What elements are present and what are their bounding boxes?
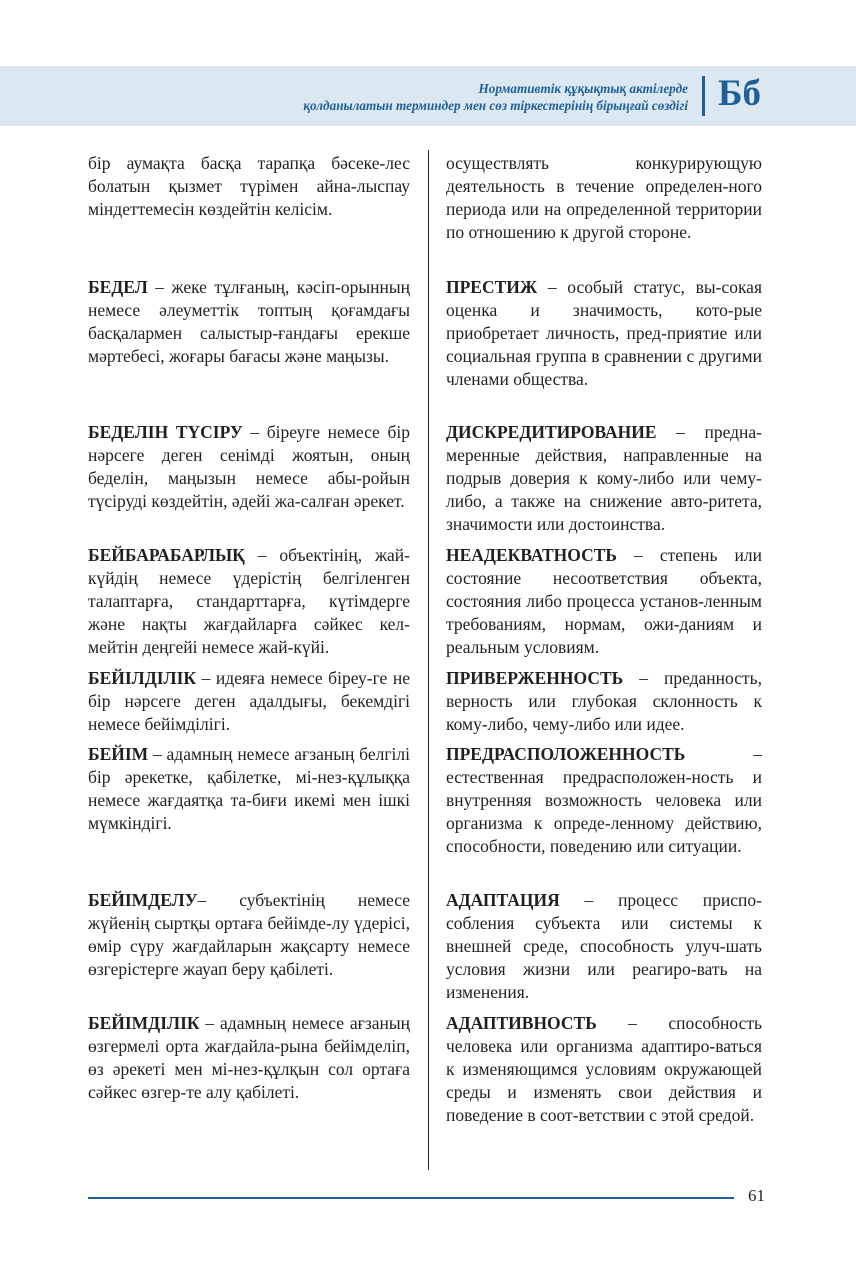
header-divider-bar	[702, 76, 705, 116]
entry-term: БЕЙІМ	[88, 744, 149, 764]
entry-term: БЕДЕЛІН ТҮСІРУ	[88, 422, 243, 442]
entry-definition: – процесс приспо-собления субъекта или системы к внешней среде, способность улуч-шать условия жизни или реагиро-вать на изменения.	[446, 890, 762, 1002]
dictionary-entry	[446, 152, 762, 244]
dictionary-entry	[88, 544, 410, 659]
running-header-line-1: Нормативтік құқықтық актілерде	[478, 81, 688, 96]
entry-term: БЕДЕЛ	[88, 277, 148, 297]
entry-definition: бір аумақта басқа тарапқа бәсеке-лес болатын қызмет түрімен айна-лыспау міндеттемесін көздейтін келісім.	[88, 153, 410, 219]
dictionary-entry	[88, 152, 410, 221]
entry-term: ДИСКРЕДИТИРОВАНИЕ	[446, 422, 657, 442]
dictionary-entry	[446, 1012, 762, 1127]
section-letters: Бб	[718, 73, 761, 114]
running-header-title	[303, 80, 688, 114]
entry-definition: – объектінің, жай-күйдің немесе үдерістің белгіленген талаптарға, стандарттарға, күтімдерге және нақты жағдайларға сәйкес кел-мейтін деңгейі немесе жай-күйі.	[88, 545, 410, 657]
entry-definition: – особый статус, вы-сокая оценка и значимость, кото-рые приобретает личность, пред-приятие или социальная группа в сравнении с другими членами общества.	[446, 277, 762, 389]
page-number: 61	[748, 1186, 765, 1205]
entry-term: БЕЙІМДІЛІК	[88, 1013, 200, 1033]
dictionary-entry	[446, 667, 762, 736]
entry-term: БЕЙІМДЕЛУ	[88, 890, 198, 910]
dictionary-entry	[446, 276, 762, 391]
entry-term: АДАПТАЦИЯ	[446, 890, 560, 910]
entry-definition: – субъектінің немесе жүйенің сыртқы ортаға бейімде-лу үдерісі, өмір сүру жағдайларын жақсарту немесе өзгерістерге жауап беру қабілеті.	[88, 890, 410, 979]
entry-term: ПРЕСТИЖ	[446, 277, 538, 297]
entry-definition: – идеяға немесе біреу-ге не бір нәрсеге деген адалдығы, бекемдігі немесе бейімділігі.	[88, 668, 410, 734]
dictionary-entry	[446, 743, 762, 858]
entry-definition: – естественная предрасположен-ность и внутренняя возможность человека или организма к опреде-ленному действию, способности, поведению или ситуации.	[446, 744, 762, 856]
entry-definition: – степень или состояние несоответствия объекта, состояния либо процесса установ-ленным требованиям, нормам, ожи-даниям и реальным условиям.	[446, 545, 762, 657]
dictionary-entry	[88, 889, 410, 981]
entry-term: ПРЕДРАСПОЛОЖЕННОСТЬ	[446, 744, 686, 764]
running-header-line-2: қолданылатын терминдер мен сөз тіркестерінің бірыңғай сөздігі	[303, 98, 688, 113]
entry-definition: – преданность, верность или глубокая склонность к кому-либо, чему-либо или идее.	[446, 668, 762, 734]
entry-term: НЕАДЕКВАТНОСТЬ	[446, 545, 617, 565]
dictionary-entry	[88, 276, 410, 368]
dictionary-entry	[446, 421, 762, 536]
dictionary-entry	[446, 889, 762, 1004]
dictionary-entry	[446, 544, 762, 659]
entry-definition: – адамның немесе ағзаның белгілі бір әрекетке, қабілетке, мі-нез-құлыққа немесе жағдаятқа та-биғи икемі мен ішкі мүмкіндігі.	[88, 744, 410, 833]
entry-definition: – біреуге немесе бір нәрсеге деген сенімді жоятын, оның беделін, маңызын немесе абы-ройын түсіруді көздейтін, әдейі жа-салған әрекет.	[88, 422, 410, 511]
entry-definition: осуществлять конкурирующую деятельность в течение определен-ного периода или на определенной территории по отношению к другой стороне.	[446, 153, 762, 242]
column-divider	[428, 150, 429, 1170]
entry-definition: – способность человека или организма адаптиро-ваться к изменяющимся условиям окружающей среды и изменять свои действия и поведение в соот-ветствии с этой средой.	[446, 1013, 762, 1125]
entry-term: БЕЙІЛДІЛІК	[88, 668, 197, 688]
footer-rule	[88, 1197, 734, 1199]
dictionary-entry	[88, 667, 410, 736]
entry-term: БЕЙБАРАБАРЛЫҚ	[88, 545, 245, 565]
dictionary-entry	[88, 1012, 410, 1104]
entry-term: АДАПТИВНОСТЬ	[446, 1013, 597, 1033]
entry-definition: – предна-меренные действия, направленные на подрыв доверия к кому-либо или чему-либо, а также на снижение авто-ритета, значимости или достоинства.	[446, 422, 762, 534]
entry-term: ПРИВЕРЖЕННОСТЬ	[446, 668, 624, 688]
entry-definition: – адамның немесе ағзаның өзгермелі орта жағдайла-рына бейімделіп, өз әрекеті мен мі-нез-құлқын сол ортаға сәйкес өзгер-те алу қабілеті.	[88, 1013, 410, 1102]
entry-definition: – жеке тұлғаның, кәсіп-орынның немесе әлеуметтік топтың қоғамдағы басқалармен салыстыр-ғандағы ерекше мәртебесі, жоғары бағасы және маңызы.	[88, 277, 410, 366]
dictionary-entry	[88, 421, 410, 513]
dictionary-entry	[88, 743, 410, 835]
